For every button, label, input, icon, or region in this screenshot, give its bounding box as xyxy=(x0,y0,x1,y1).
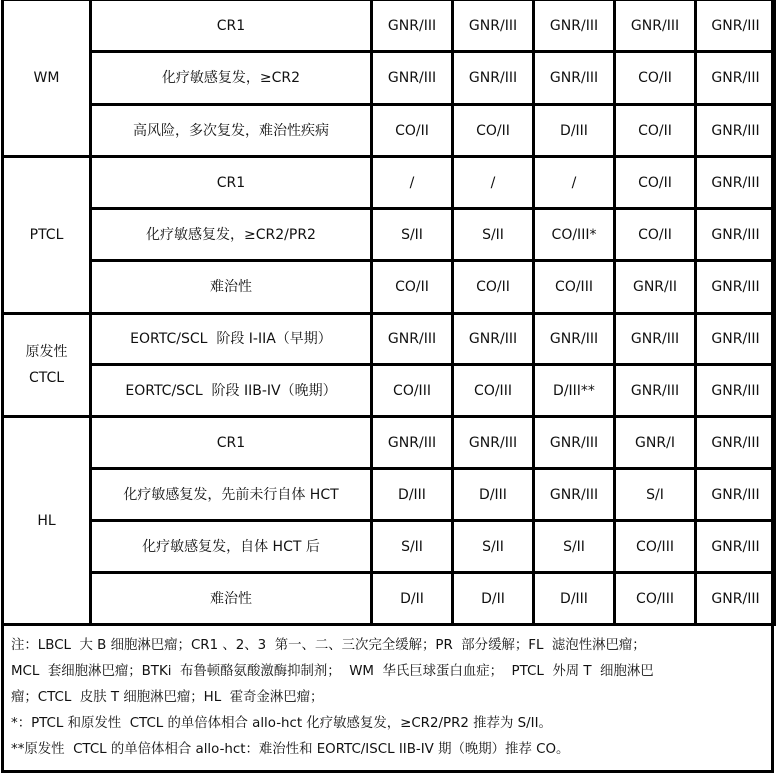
condition-cell: 难治性 xyxy=(91,573,372,625)
value-cell: GNR/III xyxy=(534,0,615,52)
value-cell: GNR/I xyxy=(615,417,696,469)
value-cell: / xyxy=(372,157,453,209)
value-cell: GNR/III xyxy=(696,261,776,314)
value-cell: / xyxy=(534,157,615,209)
value-cell: S/II xyxy=(372,209,453,261)
group-label-hl: HL xyxy=(3,417,91,625)
value-cell: D/III** xyxy=(534,365,615,417)
value-cell: GNR/III xyxy=(534,469,615,521)
value-cell: S/I xyxy=(615,469,696,521)
value-cell: S/II xyxy=(453,521,534,573)
footnotes xyxy=(4,624,768,770)
value-cell: GNR/III xyxy=(696,417,776,469)
group-label-line2: CTCL xyxy=(28,370,65,386)
footnote-line: *：PTCL 和原发性 CTCL 的单倍体相合 allo-hct 化疗敏感复发，≥CR2/PR2 推荐为 S/II。 xyxy=(11,716,552,731)
value-cell: GNR/III xyxy=(696,209,776,261)
condition-cell: 化疗敏感复发，先前未行自体 HCT xyxy=(91,469,372,521)
value-cell: D/III xyxy=(534,573,615,625)
condition-cell: 难治性 xyxy=(91,261,372,314)
value-cell: D/III xyxy=(453,469,534,521)
value-cell: GNR/III xyxy=(534,417,615,469)
value-cell: GNR/III xyxy=(696,469,776,521)
condition-cell: CR1 xyxy=(91,417,372,469)
condition-cell: CR1 xyxy=(91,0,372,52)
value-cell: GNR/III xyxy=(696,52,776,105)
value-cell: GNR/III xyxy=(453,0,534,52)
value-cell: GNR/III xyxy=(372,314,453,365)
value-cell: GNR/III xyxy=(453,52,534,105)
value-cell: CO/III xyxy=(372,365,453,417)
value-cell: GNR/III xyxy=(696,157,776,209)
value-cell: GNR/III xyxy=(696,521,776,573)
value-cell: GNR/III xyxy=(696,0,776,52)
condition-cell: EORTC/SCL 阶段 IIB-IV（晚期） xyxy=(91,365,372,417)
group-label-line1: 原发性 xyxy=(25,344,68,360)
value-cell: GNR/III xyxy=(696,365,776,417)
value-cell: CO/II xyxy=(615,105,696,157)
value-cell: S/II xyxy=(372,521,453,573)
value-cell: GNR/III xyxy=(696,573,776,625)
value-cell: S/II xyxy=(534,521,615,573)
value-cell: GNR/III xyxy=(453,417,534,469)
value-cell: GNR/III xyxy=(615,314,696,365)
value-cell: GNR/III xyxy=(372,417,453,469)
group-label-wm: WM xyxy=(3,0,91,157)
group-label-ptcl: PTCL xyxy=(3,157,91,314)
value-cell: CO/II xyxy=(615,209,696,261)
value-cell: CO/II xyxy=(453,105,534,157)
value-cell: GNR/III xyxy=(534,314,615,365)
condition-cell: EORTC/SCL 阶段 I-IIA（早期） xyxy=(91,314,372,365)
condition-cell: 化疗敏感复发，≥CR2 xyxy=(91,52,372,105)
value-cell: D/III xyxy=(372,469,453,521)
value-cell: D/III xyxy=(534,105,615,157)
value-cell: CO/III* xyxy=(534,209,615,261)
value-cell: CO/II xyxy=(372,105,453,157)
condition-cell: 高风险，多次复发，难治性疾病 xyxy=(91,105,372,157)
value-cell: / xyxy=(453,157,534,209)
footnote-line: 注：LBCL 大 B 细胞淋巴瘤；CR1 、2、3 第一、二、三次完全缓解；PR 部分缓解；FL 滤泡性淋巴瘤； xyxy=(11,638,646,653)
value-cell: CO/II xyxy=(372,261,453,314)
value-cell: GNR/III xyxy=(615,365,696,417)
value-cell: CO/II xyxy=(615,52,696,105)
condition-cell: 化疗敏感复发，≥CR2/PR2 xyxy=(91,209,372,261)
value-cell: CO/II xyxy=(453,261,534,314)
value-cell: GNR/III xyxy=(696,105,776,157)
value-cell: GNR/III xyxy=(453,314,534,365)
value-cell: S/II xyxy=(453,209,534,261)
value-cell: GNR/III xyxy=(372,52,453,105)
value-cell: CO/III xyxy=(453,365,534,417)
value-cell: GNR/III xyxy=(372,0,453,52)
value-cell: GNR/II xyxy=(615,261,696,314)
condition-cell: 化疗敏感复发，自体 HCT 后 xyxy=(91,521,372,573)
footnote-line: **原发性 CTCL 的单倍体相合 allo-hct：难治性和 EORTC/ISCL IIB-IV 期（晚期）推荐 CO。 xyxy=(11,742,570,757)
value-cell: CO/III xyxy=(615,573,696,625)
footnote-line: MCL 套细胞淋巴瘤；BTKi 布鲁顿酪氨酸激酶抑制剂； WM 华氏巨球蛋白血症； PTCL 外周 T 细胞淋巴 xyxy=(11,664,654,679)
value-cell: GNR/III xyxy=(534,52,615,105)
value-cell: GNR/III xyxy=(696,314,776,365)
footnote-line: 瘤；CTCL 皮肤 T 细胞淋巴瘤；HL 霍奇金淋巴瘤； xyxy=(11,690,324,705)
value-cell: D/II xyxy=(453,573,534,625)
value-cell: CO/III xyxy=(534,261,615,314)
value-cell: CO/III xyxy=(615,521,696,573)
value-cell: GNR/III xyxy=(615,0,696,52)
condition-cell: CR1 xyxy=(91,157,372,209)
value-cell: D/II xyxy=(372,573,453,625)
value-cell: CO/II xyxy=(615,157,696,209)
